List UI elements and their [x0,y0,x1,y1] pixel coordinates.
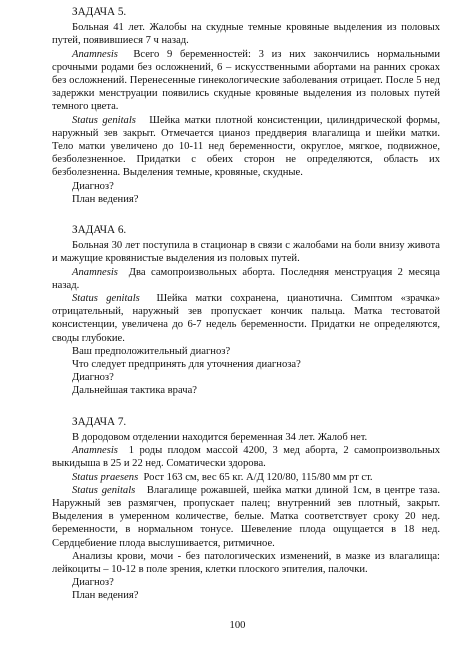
page-number: 100 [229,620,246,631]
praesens-paragraph [52,471,440,484]
task-title: ЗАДАЧА 5. [72,6,127,18]
analyses-text: Анализы крови, мочи - без патологических изменений, в мазке из влагалища: лейкоциты – 10-12 в поле зрения, клетки плоского эпителия, палочки. [52,550,440,575]
status-label: Status genitals [72,293,140,305]
status-paragraph [52,292,440,345]
status-text: Шейка матки сохранена, цианотична. Симптом «зрачка» отрицательный, наружный зев пропускает кончик пальца. Матка тестоватой консистенции, увеличена до 6-7 недель беременности. Придатки не определяются, своды глубокие. [52,293,441,344]
status-label: Status genitals [72,484,136,496]
anamnesis-text: 1 роды плодом массой 4200, 3 мед аборта, 2 самопроизвольных выкидыша в 25 и 22 нед. Соматически здорова. [52,445,441,470]
task-title: ЗАДАЧА 6. [72,224,127,237]
complaints-text: В дородовом отделении находится беременная 34 лет. Жалоб нет. [72,431,368,443]
complaints-text: Больная 30 лет поступила в стационар в связи с жалобами на боли внизу живота и мажущие кровянистые выделения из половых путей. [52,240,440,265]
status-paragraph [52,484,440,550]
task-6 [52,224,440,398]
question: План ведения? [72,590,139,602]
spacer [52,206,440,224]
status-text: Шейка матки плотной консистенции, цилиндрической формы, наружный зев закрыт. Отмечается цианоз преддверия влагалища и шейки матки. Тело матки увеличено до 10-11 нед беременности, округлое, мягкое, подвижное, безболезненное. Придатки с обеих сторон не определяются, область их безболезненна. Выделения темные, кровяные, скудные. [52,114,441,179]
anamnesis-text: Два самопроизвольных аборта. Последняя менструация 2 месяца назад. [52,266,441,291]
question: Диагноз? [72,180,114,192]
question: Диагноз? [72,372,114,384]
anamnesis-label: Anamnesis [72,266,118,278]
question: Ваш предположительный диагноз? [72,345,231,357]
status-paragraph [52,114,440,180]
status-text: Влагалище рожавшей, шейка матки длиной 1см, в центре таза. Наружный зев размягчен, пропускает палец; внутренний зев плотный, закрыт. Выделения в умеренном количестве, белые. Матка соответствует сроку 20 нед. беременности, в нормальном тонусе. Шевеление плода ощущается в 18 нед. Сердцебиение плода выслушивается, ритмичное. [52,484,440,549]
complaints-text: Больная 41 лет. Жалобы на скудные темные кровяные выделения из половых путей, появившиеся 7 ч назад. [52,22,440,47]
status-label: Status genitals [72,114,136,126]
anamnesis-paragraph [52,444,440,470]
praesens-label: Status praesens [72,471,139,483]
question: Что следует предпринять для уточнения диагноза? [72,359,301,371]
task-5 [52,6,440,206]
question: Дальнейшая тактика врача? [72,385,197,397]
spacer [52,398,440,416]
anamnesis-label: Anamnesis [72,445,118,457]
question: Диагноз? [72,577,114,589]
praesens-text: Рост 163 см, вес 65 кг. А/Д 120/80, 115/80 мм рт ст. [143,471,373,483]
question: План ведения? [72,193,139,205]
document-page [52,6,440,603]
anamnesis-label: Anamnesis [72,48,118,60]
task-title: ЗАДАЧА 7. [72,415,127,428]
anamnesis-paragraph [52,48,440,114]
anamnesis-text: Всего 9 беременностей: 3 из них закончились нормальными срочными родами без осложнений, 6 – искусственными абортами на ранних сроках без осложнений. Перенесенные гинекологические заболевания отрицает. После 5 нед задержки менструации появились скудные кровяные выделения из половых путей темного цвета. [52,48,440,113]
task-7 [52,416,440,603]
anamnesis-paragraph [52,266,440,292]
